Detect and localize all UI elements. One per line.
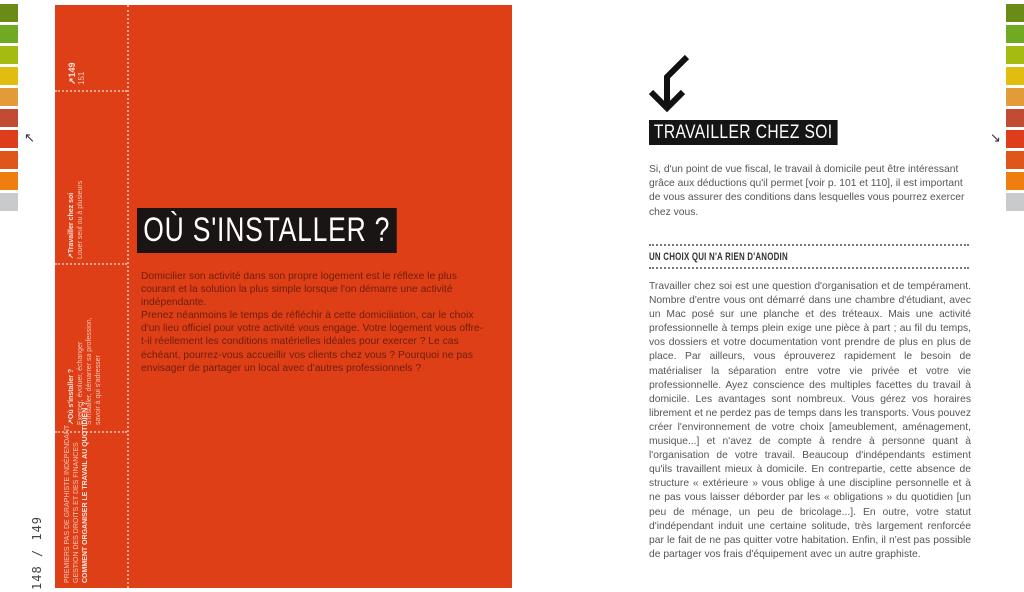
color-tab[interactable] (1006, 172, 1024, 190)
color-tab-active[interactable] (0, 130, 18, 148)
dotted-divider (55, 263, 127, 265)
color-tab[interactable] (0, 151, 18, 169)
intro-text: Domicilier son activité dans son propre logement est le réflexe le plus courant et la solution la plus simple lorsque l'on démarre une activité indépendante. Prenez néanmoins le temps de réfléchir à cette domiciliation, car le choix d'un lieu officiel pour votre activité vous engage. Votre logement vous offre-t-il réellement les conditions matérielles idéales pour exercer ? Le cas échéant, pourrez-vous accueillir vos clients chez vous ? Pourquoi ne pas envisager de partager un local avec d'autres professionnels ? (141, 271, 484, 374)
left-page (55, 5, 512, 588)
color-tab[interactable] (0, 25, 18, 43)
book-breadcrumb: PREMIERS PAS DE GRAPHISTE INDÉPENDANT GESTION DES DROITS ET DES FINANCES COMMENT ORGANISER LE TRAVAIL AU QUOTIDIEN ? (64, 401, 89, 583)
arrow-down-right-icon: ↘ (990, 131, 1001, 146)
color-tab[interactable] (0, 109, 18, 127)
color-tab[interactable] (1006, 46, 1024, 64)
color-tabs-right (1006, 4, 1024, 211)
body-text: Travailler chez soi est une question d'organisation et de tempérament. Nombre d'entre vous ont démarré dans une chambre d'étudiant, avec un Mac posé sur une planche et des tréteaux. Mais une activité professionnelle à temps plein exige une pièce à part ; au fil du temps, vos dossiers et votre documentation vont prendre de plus en plus de place. Par ailleurs, vous éprouverez rapidement le besoin de matérialiser la séparation entre votre vie privée et votre vie professionnelle. Ayez conscience des multiples facettes du travail à domicile. Les avantages sont nombreux. Vous gérez vos horaires librement et ne perdez pas de temps dans les transports. Vous pouvez créer l'environnement de votre choix [ameublement, aménagement, musique...] et n'avez de compte à rendre à personne quant à l'organisation de votre travail. Beaucoup d'indépendants estiment qu'ils travaillent mieux à domicile. En contrepartie, cette absence de structure « extérieure » vous oblige à une discipline personnelle et à ne pas vous laisser déborder par les « obligations » du quotidien [un peu de ménage, un peu de bricolage...]. En outre, votre statut d'indépendant induit une certaine solitude, très largement renforcée par le fait de ne pas quitter votre habitation. Enfin, il n'est pas possible de partager vos frais d'équipement avec un autre graphiste. (649, 281, 971, 560)
arrow-up-left-icon: ↖ (24, 131, 35, 146)
arrow-icon: ↗ (68, 419, 75, 425)
down-arrow-icon (645, 52, 695, 117)
color-tab[interactable] (0, 46, 18, 64)
color-tab[interactable] (1006, 109, 1024, 127)
arrow-icon: ↗ (68, 253, 75, 259)
dotted-divider-vertical (127, 5, 129, 588)
color-tab[interactable] (0, 193, 18, 211)
nav-item-ou-s-installer[interactable]: ↗Où s'installer ? Exercer, évoluer, échanger S'installer, démarrer sa profession, savoir à qui s'adresser (68, 317, 102, 425)
color-tab[interactable] (0, 4, 18, 22)
color-tab[interactable] (1006, 151, 1024, 169)
arrow-icon: ↗ (67, 77, 77, 85)
dotted-rule (649, 267, 969, 269)
nav-page-link[interactable]: ↗149 151 (67, 62, 86, 85)
color-tab[interactable] (1006, 25, 1024, 43)
lead-paragraph: Si, d'un point de vue fiscal, le travail à domicile peut être intéressant grâce aux déductions qu'il permet [voir p. 101 et 110], il est important de vous assurer des conditions dans lesquelles vous pourrez exercer chez vous. (649, 164, 965, 218)
page-title: OÙ S'INSTALLER ? (137, 208, 396, 253)
subheading: UN CHOIX QUI N'A RIEN D'ANODIN (649, 251, 788, 263)
color-tab[interactable] (0, 67, 18, 85)
color-tab[interactable] (1006, 193, 1024, 211)
color-tab[interactable] (1006, 4, 1024, 22)
page-numbers: 148 / 149 (30, 515, 44, 590)
section-title: TRAVAILLER CHEZ SOI (649, 120, 837, 145)
color-tab[interactable] (0, 88, 18, 106)
color-tab-active[interactable] (1006, 130, 1024, 148)
color-tab[interactable] (1006, 88, 1024, 106)
dotted-divider (55, 90, 127, 92)
color-tab[interactable] (0, 172, 18, 190)
dotted-rule (649, 244, 969, 246)
nav-item-travailler-chez-soi[interactable]: ↗Travailler chez soi Louer seul ou à plusieurs (68, 180, 84, 259)
color-tabs-left (0, 4, 18, 211)
color-tab[interactable] (1006, 67, 1024, 85)
